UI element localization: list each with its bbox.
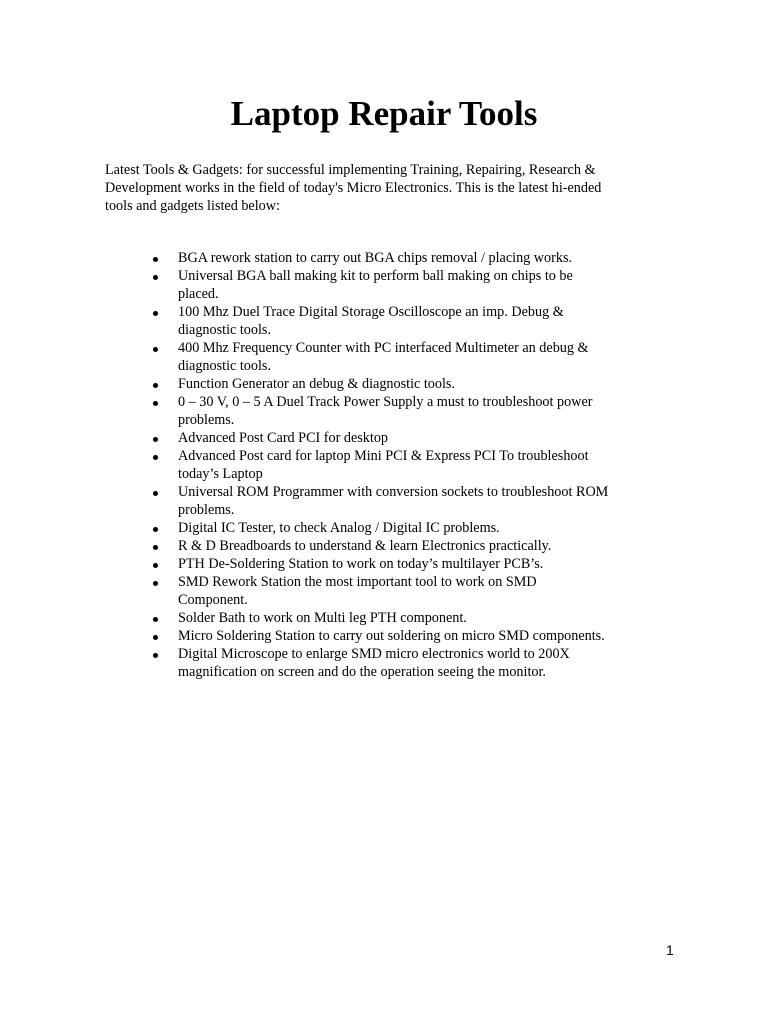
bullet-item: [0, 375, 768, 393]
bullet-item: [0, 303, 768, 339]
bullet-dot-icon: [153, 347, 158, 352]
bullet-text-line: Function Generator an debug & diagnostic tools.: [178, 376, 455, 392]
bullet-dot-icon: [153, 491, 158, 496]
bullet-item: [0, 645, 768, 681]
bullet-item: [0, 537, 768, 555]
bullet-text-line: problems.: [178, 412, 235, 428]
bullet-text-line: Advanced Post card for laptop Mini PCI & Express PCI To troubleshoot: [178, 448, 589, 464]
bullet-dot-icon: [153, 617, 158, 622]
bullet-text-line: Solder Bath to work on Multi leg PTH component.: [178, 610, 467, 626]
bullet-dot-icon: [153, 563, 158, 568]
bullet-dot-icon: [153, 401, 158, 406]
bullet-dot-icon: [153, 527, 158, 532]
bullet-item: [0, 573, 768, 609]
bullet-text-line: 400 Mhz Frequency Counter with PC interfaced Multimeter an debug &: [178, 340, 589, 356]
bullet-item: [0, 447, 768, 483]
bullet-dot-icon: [153, 437, 158, 442]
bullet-item: [0, 339, 768, 375]
page-number: 1: [666, 942, 674, 958]
bullet-text-line: placed.: [178, 286, 219, 302]
bullet-item: [0, 483, 768, 519]
bullet-text-line: today’s Laptop: [178, 466, 263, 482]
bullet-dot-icon: [153, 581, 158, 586]
bullet-dot-icon: [153, 311, 158, 316]
intro-line: Development works in the field of today's Micro Electronics. This is the latest hi-ended: [105, 180, 602, 196]
bullet-text-line: SMD Rework Station the most important tool to work on SMD: [178, 574, 537, 590]
bullet-text-line: R & D Breadboards to understand & learn Electronics practically.: [178, 538, 552, 554]
bullet-item: [0, 555, 768, 573]
bullet-text-line: problems.: [178, 502, 235, 518]
bullet-text-line: Advanced Post Card PCI for desktop: [178, 430, 389, 446]
bullet-dot-icon: [153, 383, 158, 388]
bullet-item: [0, 627, 768, 645]
intro-paragraph: [105, 161, 645, 215]
bullet-text-line: Universal BGA ball making kit to perform ball making on chips to be: [178, 268, 573, 284]
bullet-text-line: diagnostic tools.: [178, 358, 272, 374]
bullet-dot-icon: [153, 635, 158, 640]
bullet-dot-icon: [153, 275, 158, 280]
bullet-item: [0, 267, 768, 303]
bullet-dot-icon: [153, 455, 158, 460]
page-title: Laptop Repair Tools: [230, 94, 538, 133]
bullet-item: [0, 393, 768, 429]
bullet-text-line: PTH De-Soldering Station to work on today’s multilayer PCB’s.: [178, 556, 544, 572]
bullet-dot-icon: [153, 257, 158, 262]
bullet-text-line: Digital IC Tester, to check Analog / Digital IC problems.: [178, 520, 500, 536]
bullet-item: [0, 519, 768, 537]
bullet-text-line: Digital Microscope to enlarge SMD micro electronics world to 200X: [178, 646, 570, 662]
tools-bullet-list: [0, 249, 768, 681]
bullet-text-line: Component.: [178, 592, 248, 608]
bullet-item: [0, 609, 768, 627]
intro-line: Latest Tools & Gadgets: for successful implementing Training, Repairing, Research &: [105, 162, 596, 178]
bullet-text-line: Micro Soldering Station to carry out soldering on micro SMD components.: [178, 628, 605, 644]
bullet-item: [0, 429, 768, 447]
bullet-text-line: 100 Mhz Duel Trace Digital Storage Oscilloscope an imp. Debug &: [178, 304, 564, 320]
bullet-dot-icon: [153, 653, 158, 658]
bullet-text-line: BGA rework station to carry out BGA chips removal / placing works.: [178, 250, 573, 266]
bullet-dot-icon: [153, 545, 158, 550]
bullet-item: [0, 249, 768, 267]
bullet-text-line: Universal ROM Programmer with conversion sockets to troubleshoot ROM: [178, 484, 609, 500]
bullet-text-line: magnification on screen and do the operation seeing the monitor.: [178, 664, 546, 680]
bullet-text-line: 0 – 30 V, 0 – 5 A Duel Track Power Supply a must to troubleshoot power: [178, 394, 593, 410]
intro-line: tools and gadgets listed below:: [105, 198, 280, 214]
bullet-text-line: diagnostic tools.: [178, 322, 272, 338]
